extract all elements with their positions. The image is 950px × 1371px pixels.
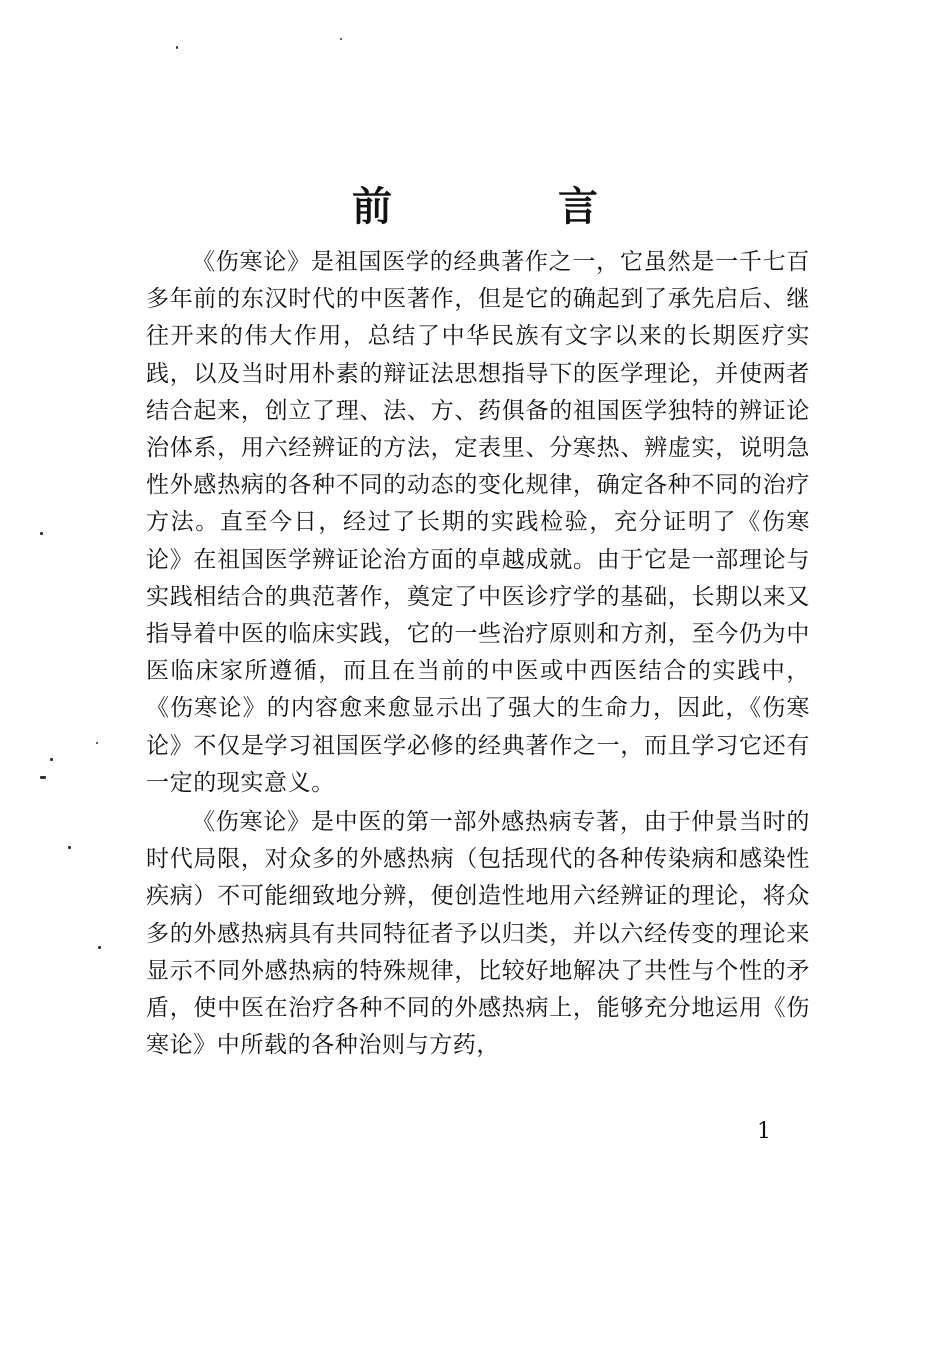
- scan-speck: [98, 946, 101, 949]
- page-number: 1: [757, 1119, 771, 1144]
- scan-speck: [68, 846, 71, 849]
- paragraph: 《伤寒论》是祖国医学的经典著作之一，它虽然是一千七百多年前的东汉时代的中医著作，但是它的确起到了承先启后、继往开来的伟大作用，总结了中华民族有文字以来的长期医疗实践，以及当时用朴素的辩证法思想指导下的医学理论，并使两者结合起来，创立了理、法、方、药俱备的祖国医学独特的辨证论治体系，用六经辨证的方法，定表里、分寒热、辨虚实，说明急性外感热病的各种不同的动态的变化规律，确定各种不同的治疗方法。直至今日，经过了长期的实践检验，充分证明了《伤寒论》在祖国医学辨证论治方面的卓越成就。由于它是一部理论与实践相结合的典范著作，奠定了中医诊疗学的基础，长期以来又指导着中医的临床实践，它的一些治疗原则和方剂，至今仍为中医临床家所遵循，而且在当前的中医或中西医结合的实践中，《伤寒论》的内容愈来愈显示出了强大的生命力，因此，《伤寒论》不仅是学习祖国医学必修的经典著作之一，而且学习它还有一定的现实意义。: [146, 249, 810, 796]
- scan-speck: [176, 46, 178, 49]
- scan-speck: [96, 742, 98, 744]
- paragraph: 《伤寒论》是中医的第一部外感热病专著，由于仲景当时的时代局限，对众多的外感热病（包括现代的各种传染病和感染性疾病）不可能细致地分辨，便创造性地用六经辨证的理论，将众多的外感热病具有共同特征者予以归类，并以六经传变的理论来显示不同外感热病的特殊规律，比较好地解决了共性与个性的矛盾，使中医在治疗各种不同的外感热病上，能够充分地运用《伤寒论》中所载的各种治则与方药，: [146, 809, 810, 1059]
- scan-speck: [340, 38, 342, 40]
- document-body: [146, 244, 810, 1064]
- page-title: 前 言: [352, 182, 674, 230]
- scan-speck: [40, 532, 43, 535]
- scan-speck: [40, 776, 46, 779]
- scan-speck: [50, 758, 53, 761]
